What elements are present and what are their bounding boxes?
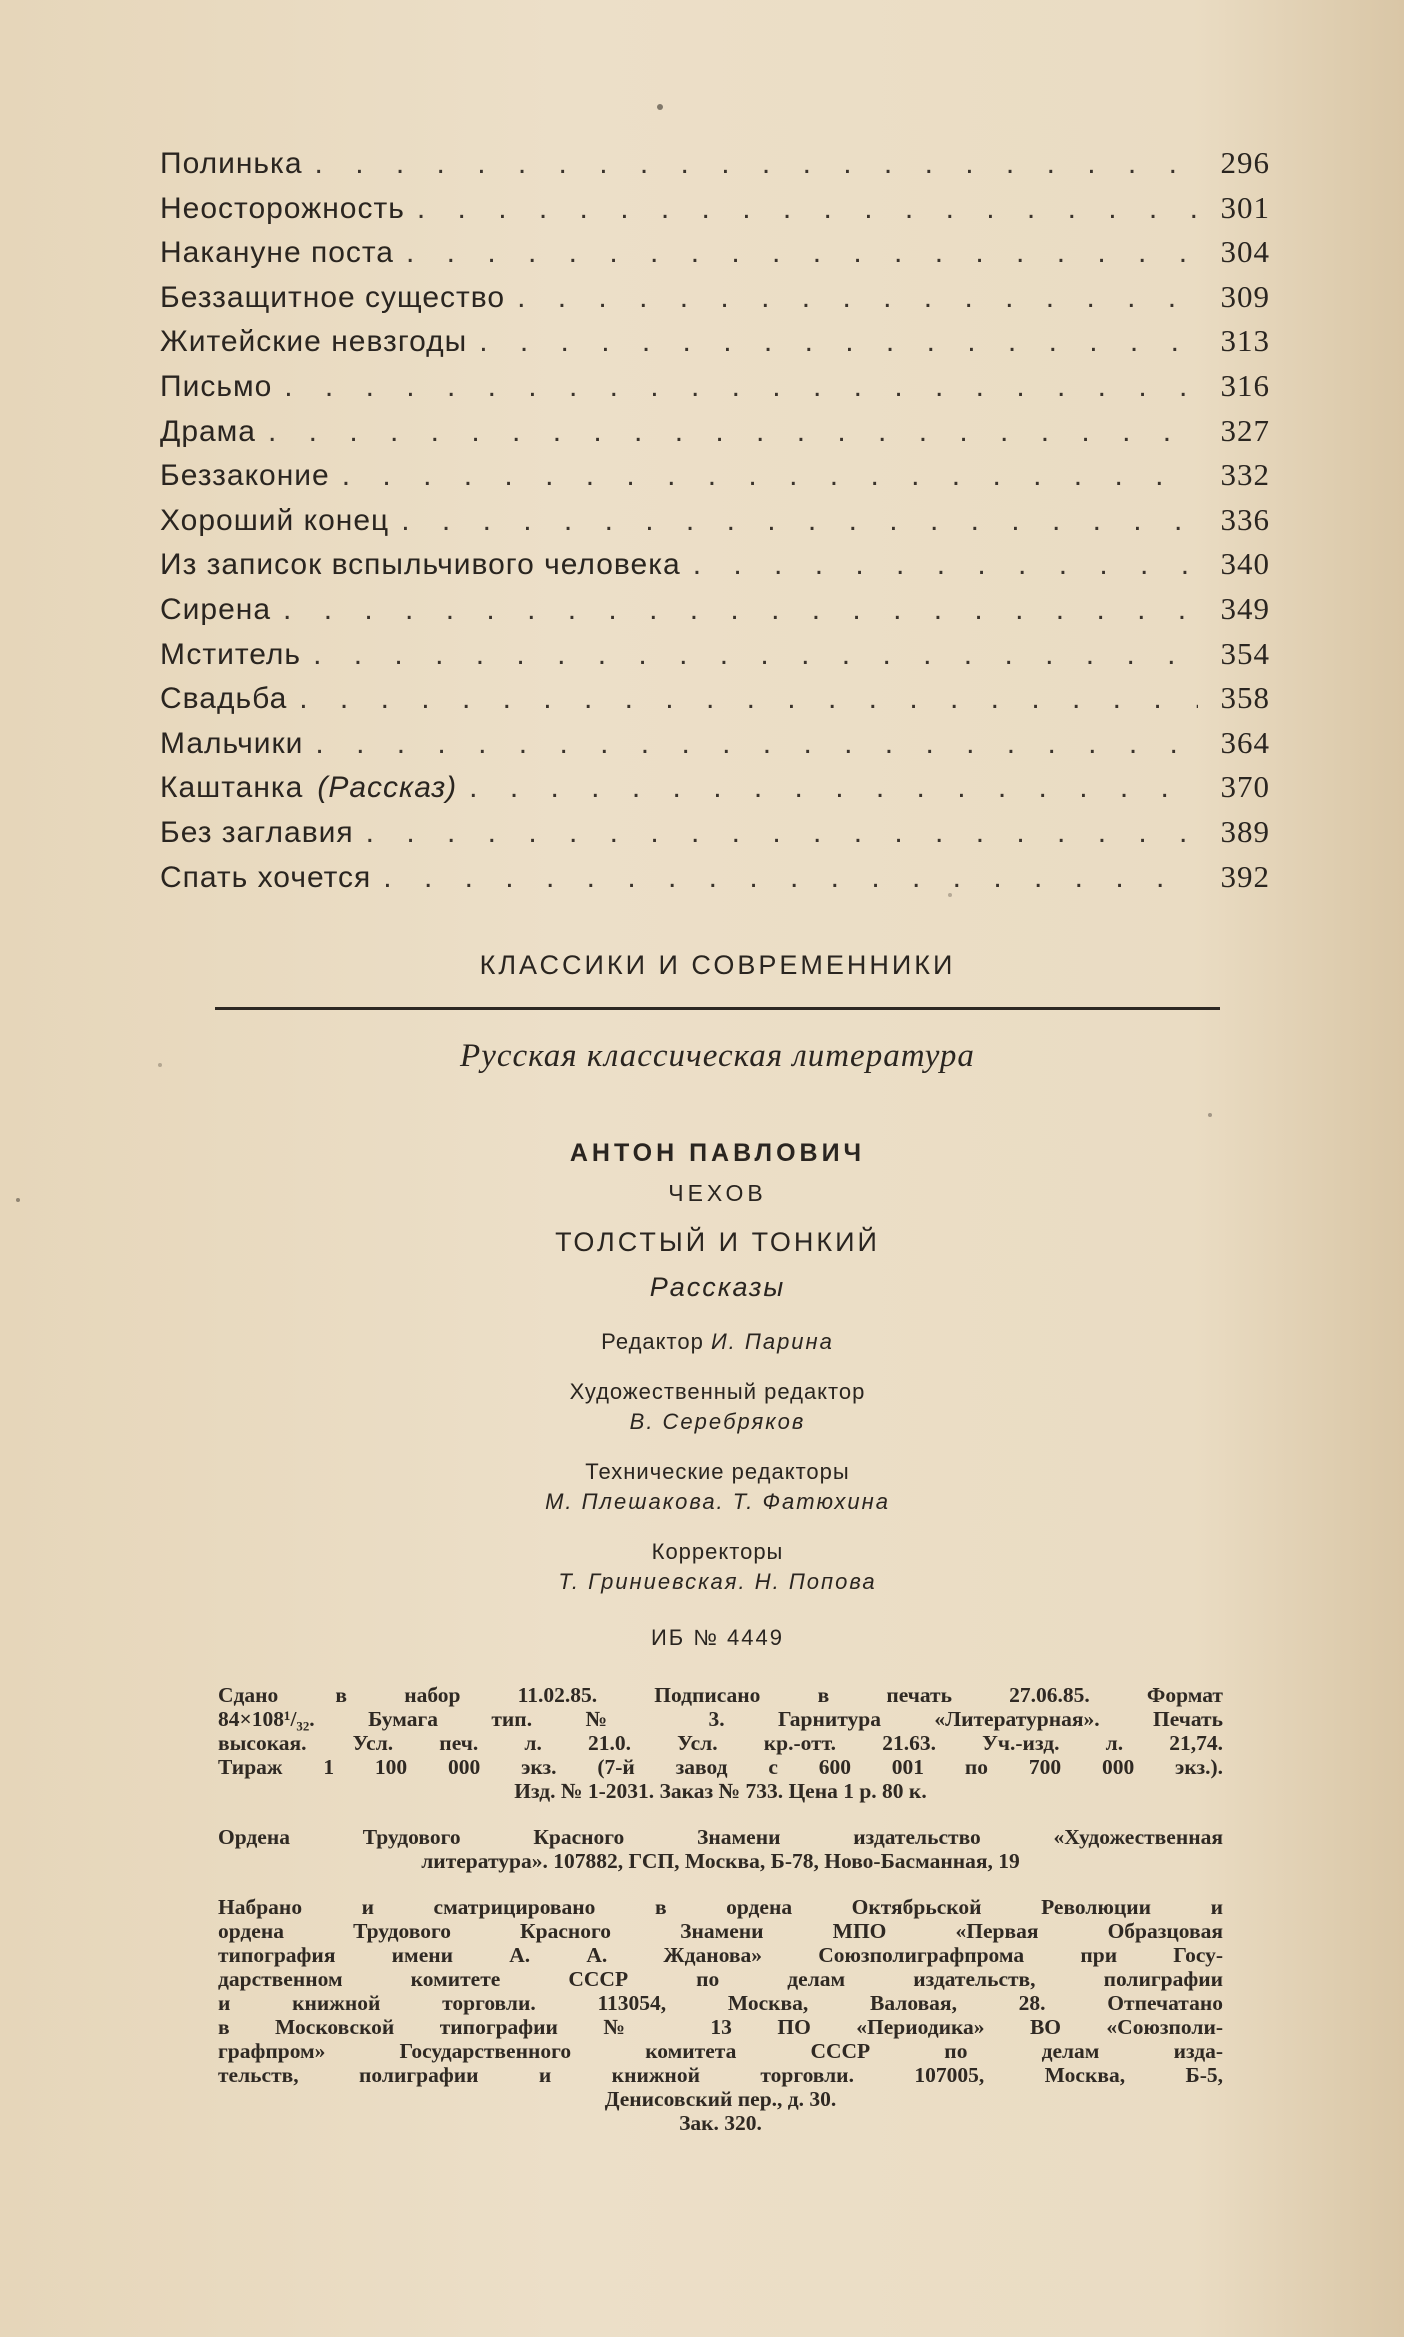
- series-block: [215, 950, 1220, 1075]
- toc-entry-page: 296: [1220, 145, 1270, 180]
- toc-entry: [160, 323, 1270, 368]
- proofreaders-names: Т. Гриниевская. Н. Попова: [558, 1569, 877, 1594]
- publisher-address: [218, 1825, 1223, 1873]
- toc-entry: [160, 859, 1270, 904]
- toc-leader-dots: [315, 147, 1198, 181]
- toc-entry-page: 389: [1220, 813, 1270, 849]
- colophon-line: Сдано в набор 11.02.85. Подписано в печать 27.06.85. Формат: [218, 1683, 1223, 1707]
- toc-entry-page: 327: [1220, 412, 1270, 448]
- toc-entry-title: Полинька: [160, 147, 303, 180]
- toc-entry-title: Житейские невзгоды: [160, 325, 468, 359]
- toc-entry: [160, 190, 1270, 235]
- toc-entry-title: Хороший конец: [160, 503, 390, 537]
- toc-leader-dots: [479, 325, 1198, 359]
- toc-entry-page: 313: [1220, 323, 1270, 359]
- toc-leader-dots: [299, 682, 1198, 716]
- toc-leader-dots: [315, 727, 1198, 761]
- toc-entry: [160, 279, 1270, 324]
- toc-entry: [160, 769, 1270, 814]
- toc-entry-title: Без заглавия: [160, 815, 354, 849]
- colophon-line: 84×108¹/₃₂. Бумага тип. № 3. Гарнитура «Литературная». Печать: [218, 1707, 1223, 1731]
- editor-name: И. Парина: [710, 1329, 834, 1354]
- colophon-line: Денисовский пер., д. 30.: [604, 2087, 837, 2111]
- table-of-contents: [160, 145, 1270, 903]
- colophon-line: дарственном комитете СССР по делам издательств, полиграфии: [218, 1967, 1223, 1991]
- toc-leader-dots: [383, 861, 1198, 895]
- colophon-line: Тираж 1 100 000 экз. (7-й завод с 600 001 по 700 000 экз.).: [218, 1755, 1223, 1779]
- divider-rule: [215, 1007, 1220, 1010]
- toc-leader-dots: [417, 192, 1198, 226]
- series-title: КЛАССИКИ И СОВРЕМЕННИКИ: [479, 950, 956, 980]
- toc-entry-title: Беззащитное существо: [160, 280, 506, 314]
- colophon-line: Набрано и сматрицировано в ордена Октябрьской Революции и: [218, 1895, 1223, 1919]
- toc-entry-title: Беззаконие: [160, 459, 330, 493]
- toc-entry: [160, 502, 1270, 547]
- toc-leader-dots: [406, 236, 1198, 270]
- colophon-line: высокая. Усл. печ. л. 21.0. Усл. кр.-отт. 21.63. Уч.-изд. л. 21,74.: [218, 1731, 1223, 1755]
- toc-entry-page: 364: [1220, 724, 1270, 760]
- toc-entry: [160, 591, 1270, 636]
- toc-entry-page: 392: [1220, 858, 1270, 894]
- imprint-block: [215, 1135, 1220, 1651]
- toc-entry-title: Каштанка: [160, 771, 304, 805]
- toc-entry-page: 349: [1220, 590, 1270, 626]
- toc-entry-title: Драма: [160, 414, 256, 448]
- toc-entry-page: 332: [1220, 457, 1270, 493]
- toc-entry-page: 336: [1220, 501, 1270, 537]
- colophon-line: литература». 107882, ГСП, Москва, Б-78, Ново-Басманная, 19: [421, 1849, 1020, 1873]
- ib-number: ИБ № 4449: [650, 1625, 785, 1650]
- toc-entry: [160, 234, 1270, 279]
- book-genre: Рассказы: [649, 1272, 786, 1302]
- toc-leader-dots: [366, 816, 1198, 850]
- author-name: АНТОН ПАВЛОВИЧ: [569, 1139, 866, 1167]
- proofreaders-label: Корректоры: [651, 1539, 784, 1564]
- colophon-line: ордена Трудового Красного Знамени МПО «Первая Образцовая: [218, 1919, 1223, 1943]
- toc-entry: [160, 546, 1270, 591]
- colophon-line: графпром» Государственного комитета СССР по делам изда-: [218, 2039, 1223, 2063]
- art-editor-name: В. Серебряков: [629, 1409, 806, 1434]
- toc-leader-dots: [283, 593, 1198, 627]
- colophon-line: в Московской типографии № 13 ПО «Периодика» ВО «Союзполи-: [218, 2015, 1223, 2039]
- tech-editors-names: М. Плешакова. Т. Фатюхина: [545, 1489, 890, 1514]
- print-details: [218, 1683, 1223, 1803]
- toc-entry: [160, 725, 1270, 770]
- toc-leader-dots: [284, 370, 1198, 404]
- toc-entry-title: Свадьба: [160, 682, 288, 716]
- toc-entry: [160, 680, 1270, 725]
- toc-leader-dots: [401, 504, 1198, 538]
- art-editor-label: Художественный редактор: [569, 1379, 866, 1404]
- toc-entry-page: 316: [1220, 367, 1270, 403]
- toc-leader-dots: [693, 548, 1198, 582]
- colophon-line: тельств, полиграфии и книжной торговли. 107005, Москва, Б-5,: [218, 2063, 1223, 2087]
- toc-entry-title: Мститель: [160, 637, 302, 671]
- colophon-line: Ордена Трудового Красного Знамени издательство «Художественная: [218, 1825, 1223, 1849]
- toc-entry-title: Сирена: [160, 592, 272, 626]
- toc-leader-dots: [469, 771, 1198, 805]
- toc-entry-title: Из записок вспыльчивого человека: [160, 548, 681, 582]
- editor-line: [215, 1329, 1220, 1355]
- toc-entry: [160, 145, 1270, 190]
- toc-entry-page: 304: [1220, 234, 1270, 270]
- toc-entry-page: 358: [1220, 680, 1270, 716]
- toc-entry-title: Накануне поста: [160, 236, 394, 270]
- tech-editors-label: Технические редакторы: [585, 1459, 850, 1484]
- toc-leader-dots: [517, 281, 1198, 315]
- toc-entry-title: Письмо: [160, 369, 273, 403]
- colophon-line: типография имени А. А. Жданова» Союзполиграфпрома при Госу-: [218, 1943, 1223, 1967]
- toc-leader-dots: [313, 638, 1198, 672]
- book-title: ТОЛСТЫЙ И ТОНКИЙ: [555, 1227, 880, 1257]
- toc-entry-page: 354: [1220, 635, 1270, 671]
- toc-entry-note: (Рассказ): [317, 771, 458, 805]
- toc-entry: [160, 368, 1270, 413]
- toc-entry-title: Спать хочется: [160, 860, 372, 894]
- series-subtitle: Русская классическая литература: [460, 1038, 975, 1074]
- author-surname: ЧЕХОВ: [668, 1180, 767, 1206]
- toc-entry-page: 340: [1220, 546, 1270, 582]
- printer-details: [218, 1895, 1223, 2135]
- toc-entry-page: 301: [1220, 189, 1270, 225]
- toc-leader-dots: [268, 415, 1198, 449]
- toc-entry-page: 309: [1220, 278, 1270, 314]
- toc-entry-page: 370: [1220, 769, 1270, 805]
- toc-entry: [160, 814, 1270, 859]
- editor-label: Редактор: [601, 1329, 704, 1354]
- colophon-line: Зак. 320.: [679, 2111, 762, 2135]
- toc-entry: [160, 413, 1270, 458]
- toc-entry-title: Мальчики: [160, 726, 304, 760]
- toc-entry: [160, 636, 1270, 681]
- colophon-line: и книжной торговли. 113054, Москва, Валовая, 28. Отпечатано: [218, 1991, 1223, 2015]
- colophon-line: Изд. № 1-2031. Заказ № 733. Цена 1 р. 80 к.: [514, 1779, 927, 1803]
- toc-leader-dots: [342, 459, 1198, 493]
- toc-entry-title: Неосторожность: [160, 191, 405, 225]
- colophon: [218, 1683, 1223, 2157]
- toc-entry: [160, 457, 1270, 502]
